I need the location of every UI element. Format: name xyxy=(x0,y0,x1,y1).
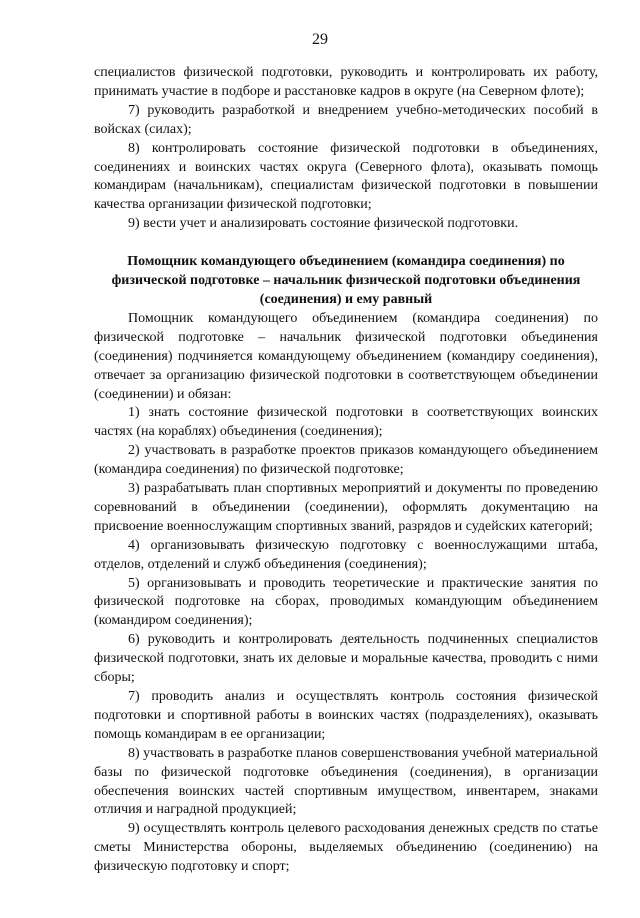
top-paragraphs xyxy=(94,64,598,234)
paragraph: 8) участвовать в разработке планов совершенствования учебной материальной базы по физической подготовке объединения (соединения), в организации обеспечения воинских частей спортивным имуществом, инвентарем, знаками отличия и наградной продукцией; xyxy=(94,745,598,818)
paragraph: 1) знать состояние физической подготовки в соответствующих воинских частях (на кораблях) объединения (соединения); xyxy=(94,405,598,440)
paragraph: 7) проводить анализ и осуществлять контроль состояния физической подготовки и спортивной работы в воинских частях (подразделениях), оказывать помощь командирам в ее организации; xyxy=(94,689,598,742)
paragraph: 6) руководить и контролировать деятельность подчиненных специалистов физической подготовки, знать их деловые и моральные качества, проводить с ними сборы; xyxy=(94,632,598,686)
bottom-paragraphs xyxy=(94,310,598,877)
paragraph: 9) вести учет и анализировать состояние физической подготовки. xyxy=(128,216,519,232)
paragraph: 5) организовывать и проводить теоретические и практические занятия по физической подготовке на сборах, проводимых командующим объединением (командиром соединения); xyxy=(94,575,598,629)
page-number: 29 xyxy=(312,31,328,48)
paragraph: 4) организовывать физическую подготовку с военнослужащими штаба, отделов, отделений и служб объединения (соединения); xyxy=(94,537,598,572)
paragraph: 9) осуществлять контроль целевого расходования денежных средств по статье сметы Министерства обороны, выделяемых объединению (соединению) на физическую подготовку и спорт; xyxy=(94,821,598,875)
paragraph: Помощник командующего объединением (командира соединения) по физической подготовке – начальник физической подготовки объединения (соединения) подчиняется командующему объединением (командиру соединения), отвечает за организацию физической подготовки в соответствующем объединении (соединении) и обязан: xyxy=(94,310,598,402)
section-heading: Помощник командующего объединением (командира соединения) по физической подготовке – начальник физической подготовки объединения (соединения) и ему равный xyxy=(111,254,581,307)
paragraph: 2) участвовать в разработке проектов приказов командующего объединением (командира соединения) по физической подготовке; xyxy=(94,443,598,478)
paragraph: 7) руководить разработкой и внедрением учебно-методических пособий в войсках (силах); xyxy=(94,102,598,137)
paragraph: специалистов физической подготовки, руководить и контролировать их работу, принимать участие в подборе и расстановке кадров в округе (на Северном флоте); xyxy=(94,65,598,99)
paragraph: 8) контролировать состояние физической подготовки в объединениях, соединениях и воинских частях округа (Северного флота), оказывать помощь командирам (начальникам), специалистам физической подготовки в повышении качества организации физической подготовки; xyxy=(94,140,598,213)
page-content xyxy=(94,64,598,877)
paragraph: 3) разрабатывать план спортивных мероприятий и документы по проведению соревнований в объединении (соединении), оформлять документацию на присвоение военнослужащим спортивных званий, разрядов и судейских категорий; xyxy=(94,481,598,534)
